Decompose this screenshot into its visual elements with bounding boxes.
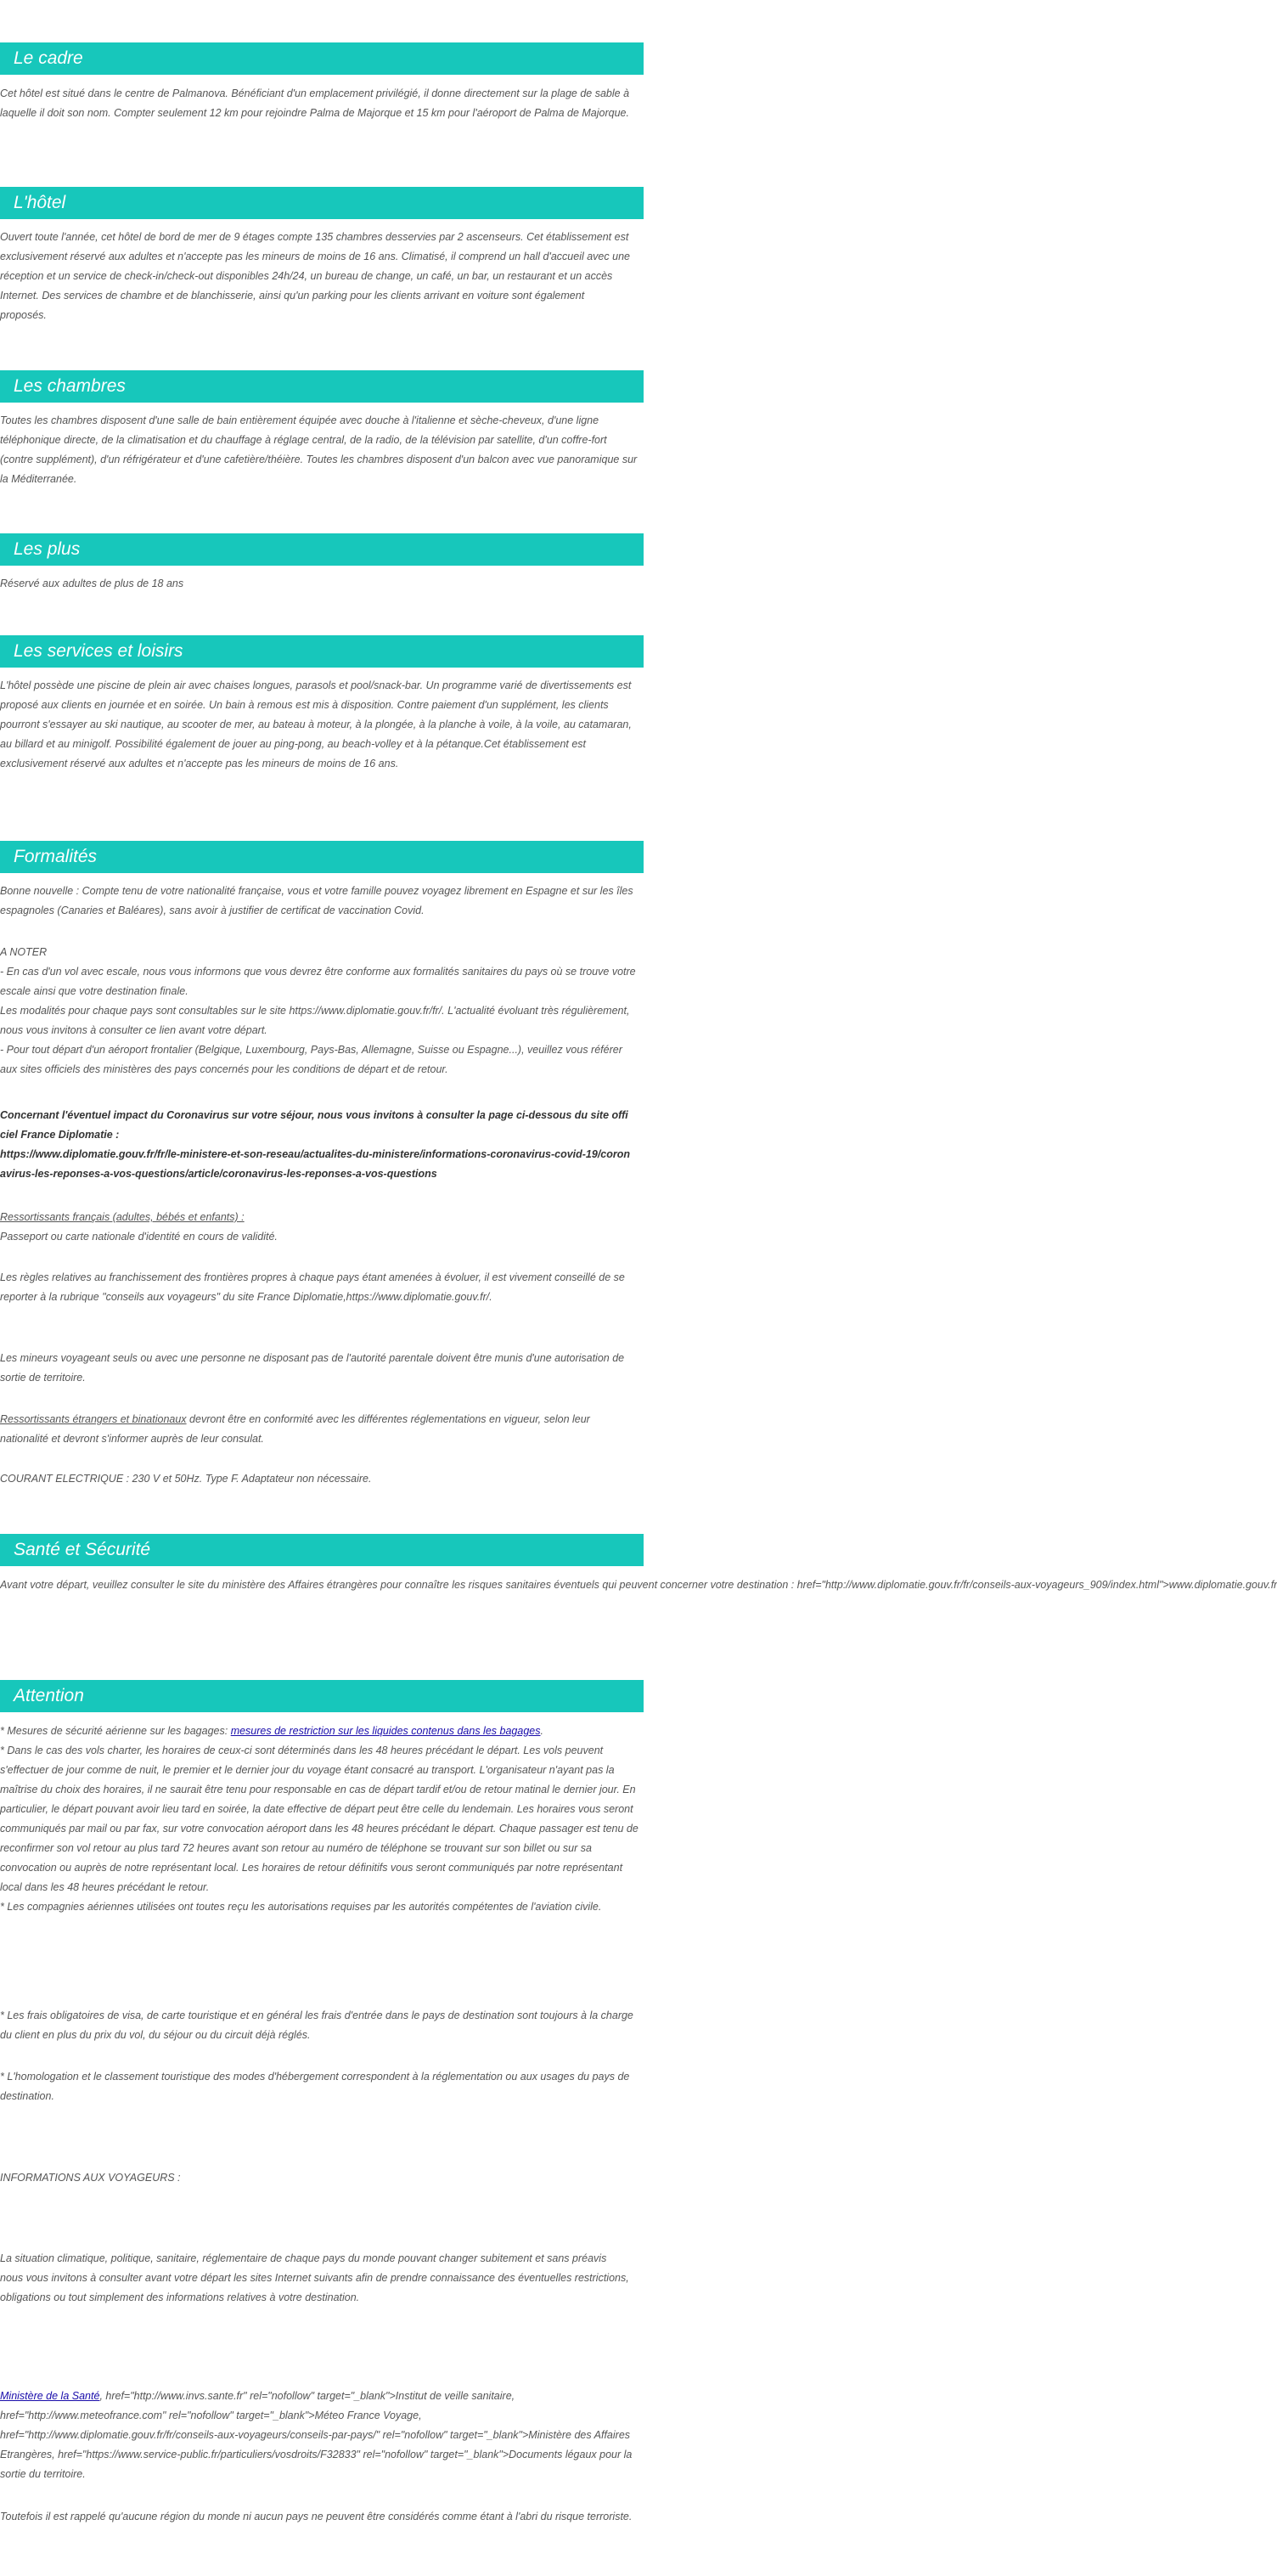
attention-p3: * Les frais obligatoires de visa, de carte touristique et en général les frais d'entrée dans le pays de destination sont toujours à la charge du client en plus du prix du vol, du séjour ou du circuit déjà réglés. [0,2010,637,2041]
section-plus-text: Réservé aux adultes de plus de 18 ans [0,578,184,589]
attention-p5: INFORMATIONS AUX VOYAGEURS : [0,2172,181,2184]
section-title: Les services et loisirs [0,635,644,668]
section-chambres-text: Toutes les chambres disposent d'une salle de bain entièrement équipée avec douche à l'italienne et sèche-cheveux, d'une ligne téléphonique directe, de la climatisation et du chauffage à réglage central, de la radio, de la télévision par satellite, d'un coffre-fort (contre supplément), d'un réfrigérateur et d'une cafetière/théière. Toutes les chambres disposent d'un balcon avec vue panoramique sur la Méditerranée. [0,414,640,485]
sante-text: Avant votre départ, veuillez consulter le site du ministère des Affaires étrangères pour connaître les risques sanitaires éventuels qui peuvent concerner votre destination : href="http://www.diplomatie.gouv.fr/fr/conseils-aux-voyageurs_909/index.html">www.diplomatie.gouv.fr [0,1579,1277,1591]
section-services [0,635,644,668]
formalites-p2: A NOTER - En cas d'un vol avec escale, nous vous informons que vous devrez être conforme aux formalités sanitaires du pays où se trouve votre escale ainsi que votre destination finale. Les modalités pour chaque pays sont consultables sur le site https://www.diplomatie.gouv.fr/fr/. L'actualité évoluant très régulièrement, nous vous invitons à consulter ce lien avant votre départ. - Pour tout départ d'un aéroport frontalier (Belgique, Luxembourg, Pays-Bas, Allemagne, Suisse ou Espagne...), veuillez vous référer aux sites officiels des ministères des pays concernés pour les conditions de départ et de retour. [0,946,636,1075]
section-sante [0,1534,644,1566]
formalites-p3: Concernant l'éventuel impact du Coronavirus sur votre séjour, nous vous invitons à consulter la page ci-dessous du site officiel France Diplomatie : https://www.diplomatie.gouv.fr/fr/le-ministere-et-son-reseau/actualites-du-ministere/informations-coronavirus-covid-19/coronavirus-les-reponses-a-vos-questions/article/coronavirus-les-reponses-a-vos-questions [0,1109,631,1180]
liquid-restrictions-link[interactable]: mesures de restriction sur les liquides contenus dans les bagages [230,1725,541,1737]
attention-p6: La situation climatique, politique, sanitaire, réglementaire de chaque pays du monde pouvant changer subitement et sans préavis nous vous invitons à consulter avant votre départ les sites Internet suivants afin de prendre connaissance des éventuelles restrictions, obligations ou tout simplement des informations relatives à votre destination. [0,2252,629,2303]
attention-p1 [0,1722,644,1741]
formalites-p8: COURANT ELECTRIQUE : 230 V et 50Hz. Type F. Adaptateur non nécessaire. [0,1473,372,1485]
section-title: Formalités [0,841,644,873]
formalites-p1: Bonne nouvelle : Compte tenu de votre nationalité française, vous et votre famille pouvez voyagez librement en Espagne et sur les îles espagnoles (Canaries et Baléares), sans avoir à justifier de certificat de vaccination Covid. [0,885,637,916]
ministere-sante-link[interactable]: Ministère de la Santé [0,2390,100,2402]
section-hotel [0,187,644,219]
attention-p2: * Dans le cas des vols charter, les horaires de ceux-ci sont déterminés dans les 48 heures précédant le départ. Les vols peuvent s'effectuer de jour comme de nuit, le premier et le dernier jour du voyage étant consacré au transport. L'organisateur n'ayant pas la maîtrise du choix des horaires, il ne saurait être tenu pour responsable en cas de départ tardif et/ou de retour matinal le dernier jour. En particulier, le départ pouvant avoir lieu tard en soirée, la date effective de départ peut être celle du lendemain. Les horaires vous seront communiqués par mail ou par fax, sur votre convocation aéroport dans les 48 heures précédant le départ. Chaque passager est tenu de reconfirmer son vol retour au plus tard 72 heures avant son retour au numéro de téléphone se trouvant sur son billet ou sur sa convocation ou auprès de notre représentant local. Les horaires de retour définitifs vous seront communiqués par notre représentant local dans les 48 heures précédant le retour. * Les compagnies aériennes utilisées ont toutes reçu les autorisations requises par les autorités compétentes de l'aviation civile. [0,1745,638,1913]
section-hotel-text: Ouvert toute l'année, cet hôtel de bord de mer de 9 étages compte 135 chambres desservies par 2 ascenseurs. Cet établissement est exclusivement réservé aux adultes et n'accepte pas les mineurs de moins de 16 ans. Climatisé, il comprend un hall d'accueil avec une réception et un service de check-in/check-out disponibles 24h/24, un bureau de change, un café, un bar, un restaurant et un accès Internet. Des services de chambre et de blanchisserie, ainsi qu'un parking pour les clients arrivant en voiture sont également proposés. [0,231,633,321]
formalites-p6: Les mineurs voyageant seuls ou avec une personne ne disposant pas de l'autorité parentale doivent être munis d'une autorisation de sortie de territoire. [0,1352,627,1384]
section-chambres [0,370,644,403]
section-attention [0,1680,644,1712]
attention-p7-text: , href="http://www.invs.sante.fr" rel="nofollow" target="_blank">Institut de veille sanitaire, href="http://www.meteofrance.com" rel="nofollow" target="_blank">Méteo France Voyage, href="http://www.diplomatie.gouv.fr/fr/conseils-aux-voyageurs/conseils-par-pays/" rel="nofollow" target="_blank">Ministère des Affaires Etrangères, href="https://www.service-public.fr/particuliers/vosdroits/F32833" rel="nofollow" target="_blank">Documents légaux pour la sortie du territoire. [0,2390,635,2480]
formalites-p7-label: Ressortissants étrangers et binationaux [0,1413,187,1425]
section-title: Le cadre [0,42,644,75]
formalites-p5: Les règles relatives au franchissement des frontières propres à chaque pays étant amenées à évoluer, il est vivement conseillé de se reporter à la rubrique "conseils aux voyageurs" du site France Diplomatie,https://www.diplomatie.gouv.fr/. [0,1271,628,1303]
formalites-p7 [0,1410,633,1449]
attention-p1-suffix: . [540,1725,543,1737]
section-title: Santé et Sécurité [0,1534,644,1566]
formalites-p4-label: Ressortissants français (adultes, bébés et enfants) : [0,1211,245,1223]
section-cadre [0,42,644,75]
attention-p7 [0,2387,633,2484]
attention-p4: * L'homologation et le classement touristique des modes d'hébergement correspondent à la réglementation ou aux usages du pays de destination. [0,2071,633,2102]
formalites-p7-text: devront être en conformité avec les différentes réglementations en vigueur, selon leur nationalité et devront s'informer auprès de leur consulat. [0,1413,593,1445]
section-title: L'hôtel [0,187,644,219]
attention-p1-prefix: * Mesures de sécurité aérienne sur les bagages: [0,1725,231,1737]
section-title: Les plus [0,533,644,566]
section-plus [0,533,644,566]
section-cadre-text: Cet hôtel est situé dans le centre de Palmanova. Bénéficiant d'un emplacement privilégié, il donne directement sur la plage de sable à laquelle il doit son nom. Compter seulement 12 km pour rejoindre Palma de Majorque et 15 km pour l'aéroport de Palma de Majorque. [0,87,633,119]
section-title: Les chambres [0,370,644,403]
formalites-p4-text: Passeport ou carte nationale d'identité en cours de validité. [0,1231,278,1243]
section-title: Attention [0,1680,644,1712]
section-services-text: L'hôtel possède une piscine de plein air avec chaises longues, parasols et pool/snack-bar. Un programme varié de divertissements est proposé aux clients en journée et en soirée. Un bain à remous est mis à disposition. Contre paiement d'un supplément, les clients pourront s'essayer au ski nautique, au scooter de mer, au bateau à moteur, à la plongée, à la planche à voile, à la voile, au catamaran, au billard et au minigolf. Possibilité également de jouer au ping-pong, au beach-volley et à la pétanque.Cet établissement est exclusivement réservé aux adultes et n'accepte pas les mineurs de moins de 16 ans. [0,679,635,769]
section-formalites [0,841,644,873]
attention-p8: Toutefois il est rappelé qu'aucune région du monde ni aucun pays ne peuvent être considérés comme étant à l'abri du risque terroriste. [0,2511,633,2522]
